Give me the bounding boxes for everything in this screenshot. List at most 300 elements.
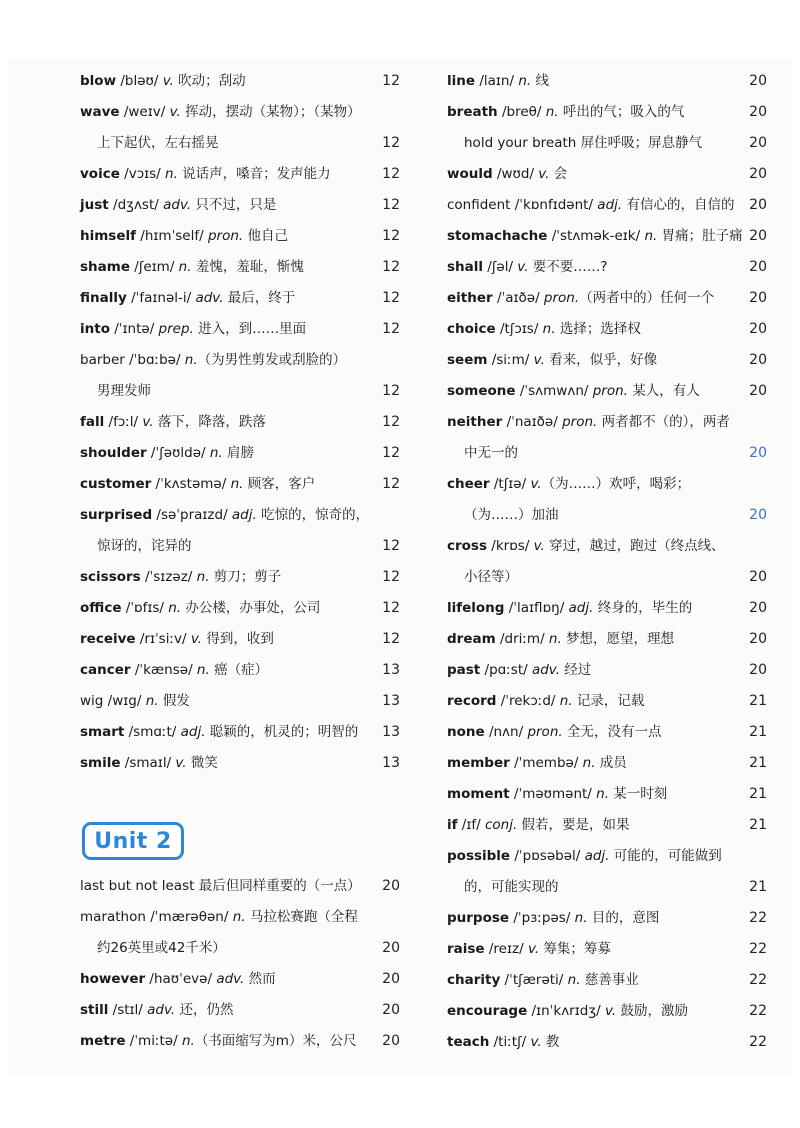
definition: 慈善事业 [580,972,639,988]
phonetic: /ˈtʃærəti/ [500,972,568,988]
definition: 筹集；筹募 [539,941,611,957]
vocab-entry [80,469,400,500]
headword: receive [80,631,136,647]
vocab-entry [80,871,400,902]
page-number: 12 [382,290,400,306]
part-of-speech: v. [142,414,154,430]
part-of-speech: pron. [592,383,628,399]
headword: dream [447,631,496,647]
phonetic: /ɪnˈkʌrɪdʒ/ [527,1003,605,1019]
part-of-speech: pron. [562,414,598,430]
definition: 要不要……? [528,259,608,275]
entry-continuation [447,872,767,903]
headword: shame [80,259,130,275]
definition: 穿过，越过，跑过（终点线、 [544,538,725,554]
entry-text [80,1033,356,1049]
entry-text [447,73,549,89]
definition: 会 [549,166,568,182]
phonetic: /pɑːst/ [480,662,532,678]
part-of-speech: conj. [484,817,518,833]
page-number: 21 [749,693,767,709]
definition: （为……）欢呼，喝彩； [541,476,691,492]
headword: line [447,73,476,89]
vocab-entry [447,190,767,221]
entry-text [447,290,714,306]
vocab-entry [447,376,767,407]
page-number: 20 [749,321,767,337]
entry-text [80,693,190,709]
definition: 羞愧，羞耻，惭愧 [191,259,304,275]
phonetic: /ˈʃəʊldə/ [146,445,210,461]
part-of-speech: adj. [568,600,594,616]
entry-text [447,600,692,616]
phonetic: /ˈmærəθən/ [145,909,233,925]
headword: purpose [447,910,510,926]
page-number: 20 [749,569,767,585]
part-of-speech: v. [527,941,540,957]
vocab-entry [80,902,400,933]
entry-continuation [447,128,767,159]
entry-text [80,878,361,894]
phonetic: /tʃɔɪs/ [495,321,543,337]
headword: confident [447,197,511,213]
part-of-speech: n. [184,352,198,368]
headword: shoulder [80,445,147,461]
vocab-entry [447,66,767,97]
page-number: 12 [382,600,400,616]
page-number: 21 [749,879,767,895]
vocab-entry [447,996,767,1027]
definition: 然而 [244,971,276,987]
phonetic: /tiːtʃ/ [489,1034,531,1050]
entry-text [80,166,331,182]
continuation-text: （为……）加油 [464,507,559,523]
part-of-speech: v. [604,1003,617,1019]
headword: shall [447,259,484,275]
vocab-entry [80,407,400,438]
phonetic: /ˈpɜːpəs/ [509,910,575,926]
headword: cancer [80,662,131,678]
vocab-entry [80,500,400,531]
definition: 吃惊的，惊奇的， [256,507,370,523]
entry-text [447,662,591,678]
entry-text [80,940,226,956]
definition: 可能的，可能做到 [609,848,722,864]
page-number: 20 [749,631,767,647]
page-number: 12 [382,631,400,647]
entry-continuation [80,128,400,159]
page-number: 12 [382,445,400,461]
vocab-entry [80,190,400,221]
headword: possible [447,848,511,864]
entry-text [447,1034,559,1050]
left-column-unit2 [80,871,400,1057]
vocab-entry [80,345,400,376]
part-of-speech: n. [196,569,210,585]
part-of-speech: n. [165,166,178,182]
definition: 有信心的，自信的 [622,197,735,213]
phonetic: /weɪv/ [119,104,170,120]
phonetic: /ɪf/ [457,817,485,833]
definition: （书面缩写为m）米，公尺 [194,1033,357,1049]
vocab-entry [80,748,400,779]
phonetic: /ˈsʌmwʌn/ [515,383,593,399]
vocab-entry [447,841,767,872]
headword: past [447,662,481,678]
page-number: 12 [382,135,400,151]
part-of-speech: v. [538,166,550,182]
entry-text [80,755,218,771]
vocab-entry [447,655,767,686]
headword: finally [80,290,127,306]
vocab-entry [80,314,400,345]
part-of-speech: pron. [207,228,244,244]
phonetic: /dʒʌst/ [108,197,164,213]
vocab-entry [447,159,767,190]
part-of-speech: adj. [584,848,610,864]
definition: 挥动，摆动（某物）；（某物） [180,104,361,120]
entry-text [447,414,730,430]
continuation-text: 男理发师 [97,383,151,399]
page-number: 21 [749,724,767,740]
definition: 落下，降落，跌落 [153,414,266,430]
definition: 终身的，毕生的 [593,600,693,616]
page-number: 20 [382,940,400,956]
page-number: 22 [749,941,767,957]
page-number: 13 [382,724,400,740]
part-of-speech: n. [178,259,192,275]
entry-text [447,476,690,492]
definition: 剪刀；剪子 [209,569,282,585]
page-number: 13 [382,662,400,678]
headword: charity [447,972,501,988]
part-of-speech: v. [169,104,181,120]
entry-text [447,538,725,554]
phonetic: /krɒs/ [487,538,534,554]
vocab-entry [447,903,767,934]
part-of-speech: n. [168,600,182,616]
entry-text [80,290,295,306]
headword: voice [80,166,120,182]
vocab-entry [447,469,767,500]
entry-text [447,383,700,399]
definition: （两者中的）任何一个 [579,290,715,306]
definition: 办公楼，办事处，公司 [181,600,321,616]
part-of-speech: n. [582,755,596,771]
entry-continuation [447,562,767,593]
part-of-speech: prep. [158,321,194,337]
vocab-entry [447,593,767,624]
phonetic: /hɪmˈself/ [136,228,208,244]
continuation-text: 的，可能实现的 [464,879,559,895]
entry-text [80,228,288,244]
headword: marathon [80,909,146,925]
definition: 成员 [595,755,627,771]
definition: （为男性剪发或刮脸的） [197,352,347,368]
entry-text [447,197,734,213]
vocab-entry [80,562,400,593]
page-number: 12 [382,476,400,492]
headword: office [80,600,122,616]
phonetic: /ˈstʌmək-eɪk/ [547,228,645,244]
entry-text [80,414,266,430]
part-of-speech: n. [145,693,159,709]
phonetic: /wʊd/ [492,166,539,182]
definition: 两者都不（的），两者 [597,414,730,430]
continuation-text: hold your breath 屏住呼吸；屏息静气 [464,135,703,151]
page-number: 22 [749,910,767,926]
entry-text [447,817,630,833]
entry-text [80,476,315,492]
headword: either [447,290,493,306]
page-number: 20 [749,135,767,151]
part-of-speech: pron. [543,290,580,306]
definition: 呼出的气；吸入的气 [558,104,685,120]
vocab-entry [447,221,767,252]
entry-continuation [80,933,400,964]
headword: last but not least [80,878,195,894]
page-number: 20 [382,1033,400,1049]
page-number: 12 [382,197,400,213]
vocab-entry [80,686,400,717]
headword: choice [447,321,496,337]
page-number: 20 [749,383,767,399]
entry-text [447,259,607,275]
page-number: 20 [749,600,767,616]
page-number: 20 [749,166,767,182]
definition: 聪颖的，机灵的；明智的 [205,724,359,740]
headword: wave [80,104,120,120]
headword: member [447,755,510,771]
phonetic: /smɑːt/ [124,724,181,740]
vocab-entry [80,283,400,314]
entry-text [447,569,518,585]
vocab-entry [447,407,767,438]
part-of-speech: adj. [180,724,206,740]
entry-text [80,538,192,554]
vocab-entry [447,779,767,810]
phonetic: /ˈməʊmənt/ [509,786,597,802]
phonetic: /ˈpɒsəbəl/ [510,848,585,864]
vocab-entry [80,624,400,655]
definition: 看来，似乎，好像 [544,352,658,368]
continuation-text: 上下起伏，左右摇晃 [97,135,219,151]
page-number: 20 [382,971,400,987]
part-of-speech: v. [530,1034,542,1050]
phonetic: /siːm/ [487,352,534,368]
vocab-entry [80,717,400,748]
entry-text [80,971,276,987]
page-number: 22 [749,1034,767,1050]
vocab-entry [447,97,767,128]
entry-text [447,352,657,368]
continuation-text: 约26英里或42千米） [97,940,226,956]
vocab-entry [80,655,400,686]
part-of-speech: n. [230,476,244,492]
definition: 假若，要是，如果 [517,817,630,833]
phonetic: /stɪl/ [108,1002,148,1018]
headword: barber [80,352,125,368]
part-of-speech: n. [596,786,609,802]
definition: 鼓励，激励 [616,1003,688,1019]
part-of-speech: n. [196,662,210,678]
entry-text [80,507,369,523]
entry-text [447,941,611,957]
headword: still [80,1002,109,1018]
phonetic: /breθ/ [497,104,546,120]
definition: 假发 [158,693,190,709]
part-of-speech: adv. [147,1002,176,1018]
headword: however [80,971,146,987]
headword: smart [80,724,125,740]
entry-continuation [80,376,400,407]
headword: seem [447,352,488,368]
page-number: 12 [382,166,400,182]
entry-text [80,445,254,461]
entry-text [447,972,639,988]
phonetic: /vɔɪs/ [119,166,166,182]
phonetic: /laɪn/ [475,73,519,89]
page-number: 20 [749,290,767,306]
page-number: 13 [382,693,400,709]
continuation-text: 惊讶的，诧异的 [97,538,192,554]
page-number: 22 [749,1003,767,1019]
definition: 教 [541,1034,560,1050]
part-of-speech: n. [559,693,573,709]
entry-text [447,879,559,895]
definition: 选择；选择权 [555,321,641,337]
headword: cross [447,538,488,554]
headword: none [447,724,485,740]
entry-text [447,445,518,461]
definition: 进入，到……里面 [193,321,307,337]
headword: would [447,166,493,182]
phonetic: /wɪg/ [103,693,146,709]
vocab-entry [447,717,767,748]
part-of-speech: v. [175,755,187,771]
entry-text [80,197,276,213]
definition: 目的，意图 [587,910,660,926]
phonetic: /ˈmiːtə/ [125,1033,182,1049]
continuation-text: 小径等） [464,569,518,585]
definition: 梦想，愿望，理想 [561,631,675,647]
headword: if [447,817,458,833]
entry-text [447,166,567,182]
headword: cheer [447,476,490,492]
page-number: 20 [749,352,767,368]
part-of-speech: n. [232,909,246,925]
phonetic: /səˈpraɪzd/ [152,507,232,523]
vocab-entry [447,686,767,717]
phonetic: /ˈbɑːbə/ [124,352,185,368]
phonetic: /ʃeɪm/ [129,259,179,275]
vocab-entry [447,531,767,562]
vocab-entry [447,345,767,376]
right-column [447,66,767,1058]
page-number: 12 [382,383,400,399]
phonetic: /driːm/ [495,631,549,647]
phonetic: /smaɪl/ [120,755,176,771]
part-of-speech: n. [548,631,562,647]
page-number: 22 [749,972,767,988]
definition: 某一时刻 [609,786,668,802]
headword: blow [80,73,117,89]
page-number: 12 [382,73,400,89]
page-number: 20 [749,507,767,523]
part-of-speech: adj. [597,197,623,213]
headword: metre [80,1033,126,1049]
phonetic: /ˈmembə/ [509,755,583,771]
entry-text [447,786,667,802]
phonetic: /rɪˈsiːv/ [135,631,191,647]
page-number: 20 [749,662,767,678]
entry-text [80,73,246,89]
definition: 只不过，只是 [191,197,277,213]
vocab-entry [447,934,767,965]
phonetic: /ˈɪntə/ [109,321,159,337]
headword: stomachache [447,228,548,244]
vocab-entry [80,593,400,624]
vocab-entry [80,995,400,1026]
definition: 最后，终于 [223,290,296,306]
page-number: 20 [749,73,767,89]
phonetic: /ˈlaɪflɒŋ/ [504,600,569,616]
page-number: 20 [382,1002,400,1018]
definition: 说话声，嗓音；发声能力 [177,166,331,182]
headword: record [447,693,497,709]
part-of-speech: n. [181,1033,195,1049]
part-of-speech: n. [542,321,556,337]
definition: 微笑 [186,755,218,771]
part-of-speech: v. [533,352,545,368]
page-number: 20 [749,259,767,275]
unit-heading-box [82,822,184,860]
page-number: 20 [749,445,767,461]
page-number: 20 [749,228,767,244]
entry-text [80,724,358,740]
phonetic: /ˈɒfɪs/ [121,600,169,616]
entry-text [447,228,743,244]
entry-text [447,724,661,740]
page-number: 12 [382,321,400,337]
entry-text [80,569,281,585]
part-of-speech: adv. [216,971,245,987]
vocab-entry [447,1027,767,1058]
page-number: 13 [382,755,400,771]
headword: just [80,197,109,213]
definition: 胃痛；肚子痛 [657,228,743,244]
definition: 经过 [560,662,592,678]
definition: 记录，记载 [572,693,645,709]
definition: 还，仍然 [175,1002,234,1018]
page-number: 20 [382,878,400,894]
vocab-entry [447,748,767,779]
page-number: 21 [749,817,767,833]
vocab-entry [80,221,400,252]
phonetic: /fɔːl/ [104,414,143,430]
entry-text [447,693,644,709]
headword: into [80,321,110,337]
headword: fall [80,414,105,430]
entry-text [447,321,641,337]
entry-text [80,909,358,925]
vocab-entry [80,252,400,283]
part-of-speech: pron. [527,724,563,740]
part-of-speech: n. [545,104,559,120]
part-of-speech: n. [644,228,658,244]
entry-text [80,352,346,368]
vocab-entry [80,66,400,97]
